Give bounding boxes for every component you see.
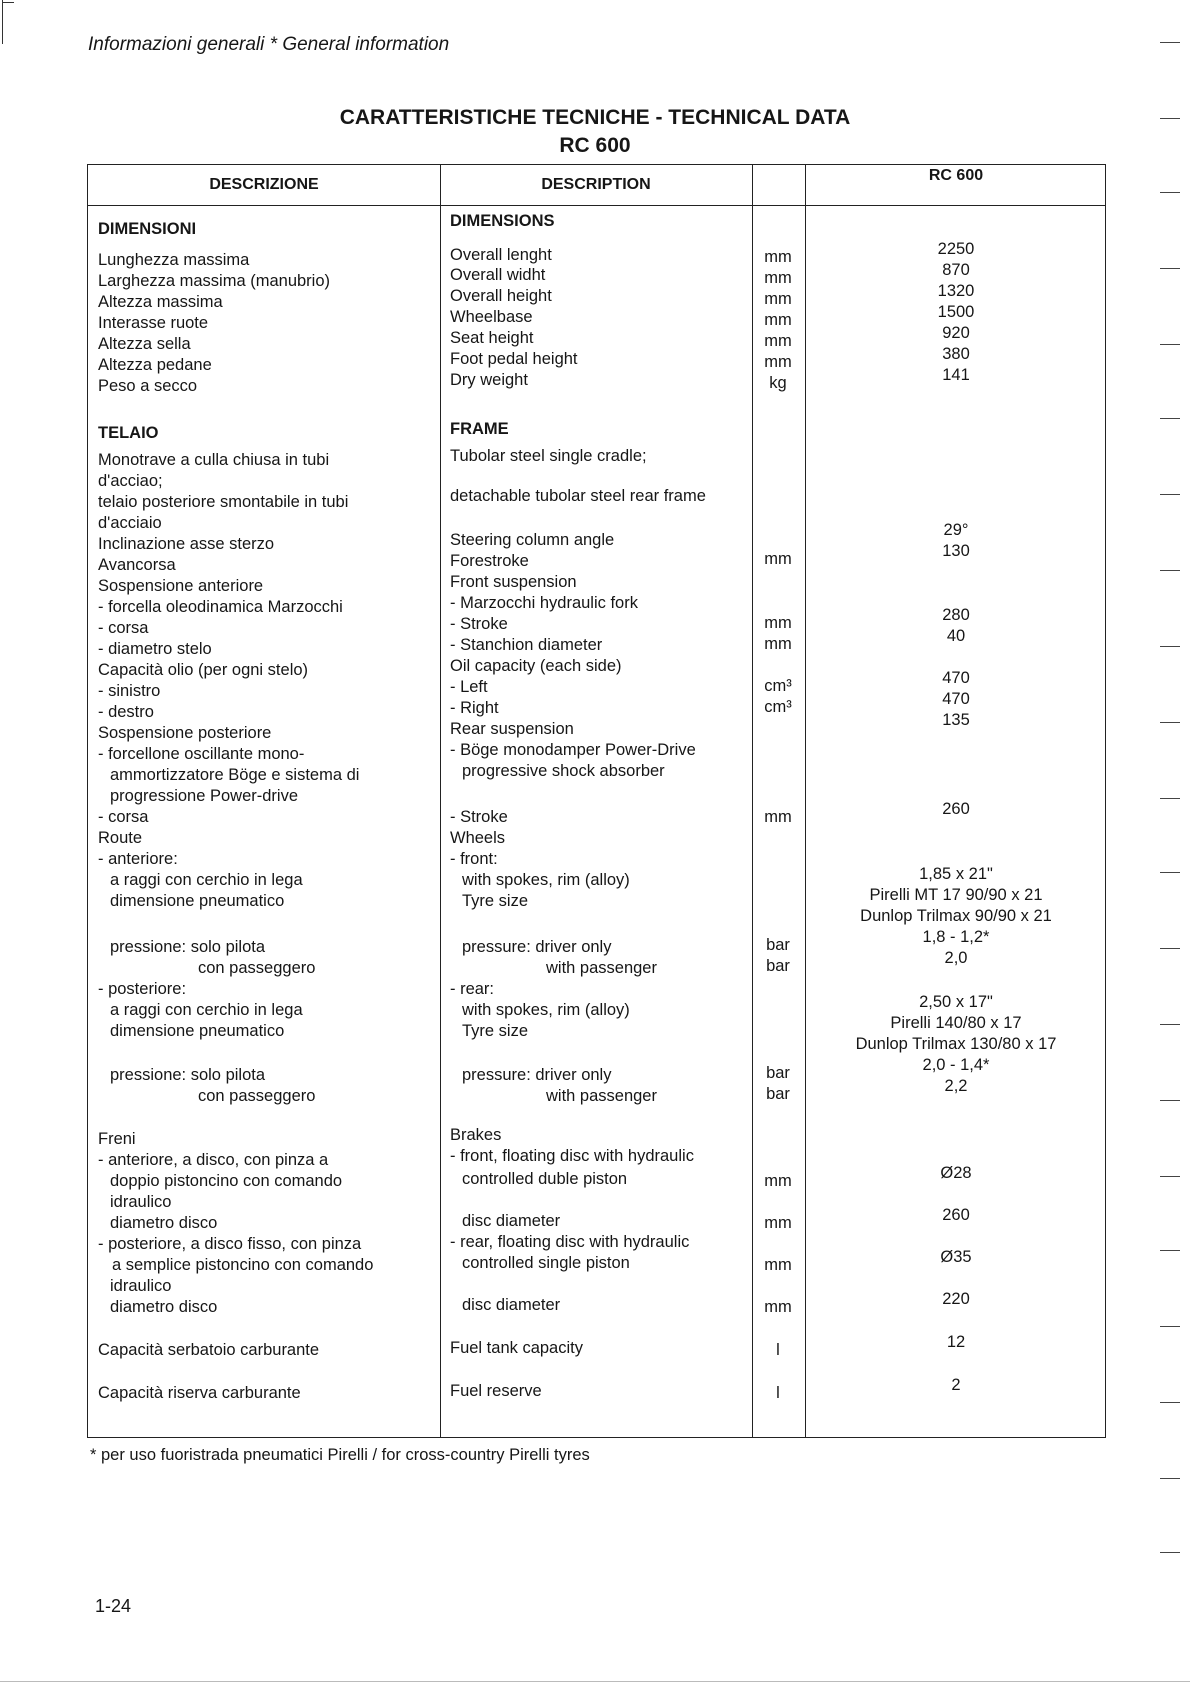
unit-cell: mm bbox=[764, 248, 792, 266]
page-number: 1-24 bbox=[95, 1596, 132, 1616]
value-cell: 2,0 bbox=[944, 949, 968, 967]
description-it: Inclinazione asse sterzo bbox=[98, 535, 275, 553]
description-it: ammortizzatore Böge e sistema di bbox=[110, 766, 360, 784]
unit-cell: bar bbox=[766, 957, 790, 975]
title-line-1: CARATTERISTICHE TECNICHE - TECHNICAL DATA bbox=[339, 106, 851, 129]
description-en: - front, floating disc with hydraulic bbox=[450, 1147, 694, 1165]
description-en: disc diameter bbox=[462, 1296, 561, 1314]
unit-cell: mm bbox=[764, 1172, 792, 1190]
description-en: with spokes, rim (alloy) bbox=[462, 871, 630, 889]
description-it: Lunghezza massima bbox=[98, 251, 250, 269]
value-cell: 1500 bbox=[937, 303, 975, 321]
description-it: Altezza pedane bbox=[98, 356, 212, 374]
description-it: Freni bbox=[98, 1130, 136, 1148]
unit-cell: mm bbox=[764, 1256, 792, 1274]
description-en: - Left bbox=[450, 678, 488, 696]
value-cell: Pirelli MT 17 90/90 x 21 bbox=[869, 886, 1043, 904]
description-en: Rear suspension bbox=[450, 720, 574, 738]
description-en: - front: bbox=[450, 850, 498, 868]
unit-cell: mm bbox=[764, 1214, 792, 1232]
value-cell: 2,2 bbox=[944, 1077, 968, 1095]
column-divider bbox=[752, 165, 753, 1437]
description-it: Capacità serbatoio carburante bbox=[98, 1341, 320, 1359]
value-cell: 380 bbox=[942, 345, 970, 363]
value-cell: 2,0 - 1,4* bbox=[922, 1056, 990, 1074]
unit-cell: mm bbox=[764, 311, 792, 329]
description-en: Overall height bbox=[450, 287, 552, 305]
column-header-description: DESCRIPTION bbox=[541, 176, 651, 193]
description-it: - posteriore: bbox=[98, 980, 187, 998]
description-it: idraulico bbox=[110, 1277, 172, 1295]
bottom-rule bbox=[0, 1681, 1190, 1682]
value-cell: 12 bbox=[946, 1333, 966, 1351]
description-it: Altezza sella bbox=[98, 335, 191, 353]
description-it: con passeggero bbox=[198, 1087, 316, 1105]
description-en: - Stroke bbox=[450, 615, 508, 633]
description-it: diametro disco bbox=[110, 1298, 218, 1316]
margin-tick bbox=[1160, 494, 1180, 495]
description-it: - corsa bbox=[98, 808, 149, 826]
description-it: d'acciaio bbox=[98, 514, 162, 532]
description-it: pressione: solo pilota bbox=[110, 1066, 266, 1084]
description-it: dimensione pneumatico bbox=[110, 1022, 285, 1040]
section-heading-it: DIMENSIONI bbox=[98, 220, 197, 238]
description-en: controlled single piston bbox=[462, 1254, 630, 1272]
description-it: d'acciao; bbox=[98, 472, 163, 490]
value-cell: 2,50 x 17" bbox=[919, 993, 993, 1011]
description-en: - Marzocchi hydraulic fork bbox=[450, 594, 638, 612]
description-it: progressione Power-drive bbox=[110, 787, 299, 805]
description-it: - forcella oleodinamica Marzocchi bbox=[98, 598, 343, 616]
description-it: Interasse ruote bbox=[98, 314, 209, 332]
description-en: with spokes, rim (alloy) bbox=[462, 1001, 630, 1019]
title-line-2: RC 600 bbox=[559, 134, 631, 157]
description-it: - anteriore: bbox=[98, 850, 178, 868]
unit-cell: cm³ bbox=[764, 677, 792, 695]
margin-tick bbox=[1160, 268, 1180, 269]
margin-tick bbox=[1160, 1250, 1180, 1251]
description-it: a raggi con cerchio in lega bbox=[110, 871, 303, 889]
description-en: Tyre size bbox=[462, 892, 529, 910]
description-en: Seat height bbox=[450, 329, 534, 347]
description-en: Fuel reserve bbox=[450, 1382, 542, 1400]
margin-tick bbox=[1160, 798, 1180, 799]
value-cell: 470 bbox=[942, 690, 970, 708]
section-heading-it: TELAIO bbox=[98, 424, 159, 442]
value-cell: Ø28 bbox=[940, 1164, 972, 1182]
description-en: - Stroke bbox=[450, 808, 508, 826]
value-cell: 141 bbox=[942, 366, 970, 384]
description-en: progressive shock absorber bbox=[462, 762, 665, 780]
value-cell: 470 bbox=[942, 669, 970, 687]
column-divider bbox=[440, 165, 441, 1437]
description-it: - diametro stelo bbox=[98, 640, 212, 658]
value-cell: 135 bbox=[942, 711, 970, 729]
description-it: Peso a secco bbox=[98, 377, 198, 395]
section-heading-en: DIMENSIONS bbox=[450, 212, 555, 230]
description-it: idraulico bbox=[110, 1193, 172, 1211]
unit-cell: bar bbox=[766, 936, 790, 954]
unit-cell: cm³ bbox=[764, 698, 792, 716]
description-en: - Right bbox=[450, 699, 499, 717]
description-it: - sinistro bbox=[98, 682, 161, 700]
description-en: - Böge monodamper Power-Drive bbox=[450, 741, 696, 759]
unit-cell: bar bbox=[766, 1064, 790, 1082]
description-en: Brakes bbox=[450, 1126, 502, 1144]
unit-cell: mm bbox=[764, 290, 792, 308]
margin-tick bbox=[1160, 872, 1180, 873]
unit-cell: kg bbox=[769, 374, 787, 392]
value-cell: 29° bbox=[943, 521, 969, 539]
description-en: Wheels bbox=[450, 829, 506, 847]
description-en: Overall lenght bbox=[450, 246, 552, 264]
unit-cell: mm bbox=[764, 808, 792, 826]
value-cell: 920 bbox=[942, 324, 970, 342]
section-heading-en: FRAME bbox=[450, 420, 509, 438]
value-cell: 870 bbox=[942, 261, 970, 279]
margin-tick bbox=[1160, 948, 1180, 949]
value-cell: 40 bbox=[946, 627, 966, 645]
value-cell: 260 bbox=[942, 800, 970, 818]
value-cell: 220 bbox=[942, 1290, 970, 1308]
unit-cell: mm bbox=[764, 635, 792, 653]
description-it: Sospensione posteriore bbox=[98, 724, 272, 742]
margin-tick bbox=[1160, 42, 1180, 43]
description-en: Tyre size bbox=[462, 1022, 529, 1040]
column-divider bbox=[805, 165, 806, 1437]
description-en: Overall widht bbox=[450, 266, 546, 284]
value-cell: Dunlop Trilmax 130/80 x 17 bbox=[855, 1035, 1057, 1053]
margin-tick bbox=[1160, 1024, 1180, 1025]
margin-tick bbox=[1160, 1478, 1180, 1479]
header-divider bbox=[88, 205, 1105, 206]
unit-cell: mm bbox=[764, 614, 792, 632]
crop-mark-horizontal bbox=[2, 2, 14, 3]
description-it: telaio posteriore smontabile in tubi bbox=[98, 493, 349, 511]
description-en: Front suspension bbox=[450, 573, 577, 591]
unit-cell: mm bbox=[764, 1298, 792, 1316]
description-en: - Stanchion diameter bbox=[450, 636, 603, 654]
unit-cell: mm bbox=[764, 353, 792, 371]
description-it: Altezza massima bbox=[98, 293, 223, 311]
value-cell: Pirelli 140/80 x 17 bbox=[890, 1014, 1022, 1032]
description-it: - destro bbox=[98, 703, 154, 721]
unit-cell: mm bbox=[764, 550, 792, 568]
running-header: Informazioni generali * General information bbox=[88, 34, 450, 55]
crop-mark-vertical bbox=[2, 0, 3, 44]
description-it: - posteriore, a disco fisso, con pinza bbox=[98, 1235, 362, 1253]
margin-tick bbox=[1160, 418, 1180, 419]
margin-tick bbox=[1160, 570, 1180, 571]
unit-cell: l bbox=[776, 1384, 780, 1402]
description-it: Capacità olio (per ogni stelo) bbox=[98, 661, 309, 679]
description-en: Wheelbase bbox=[450, 308, 533, 326]
description-en: Oil capacity (each side) bbox=[450, 657, 622, 675]
value-cell: Dunlop Trilmax 90/90 x 21 bbox=[860, 907, 1052, 925]
margin-tick bbox=[1160, 1176, 1180, 1177]
description-it: Avancorsa bbox=[98, 556, 176, 574]
description-en: - rear, floating disc with hydraulic bbox=[450, 1233, 690, 1251]
page-title bbox=[0, 104, 1190, 160]
technical-data-table bbox=[87, 164, 1106, 1438]
margin-tick bbox=[1160, 1552, 1180, 1553]
margin-tick bbox=[1160, 722, 1180, 723]
margin-tick bbox=[1160, 1326, 1180, 1327]
value-cell: Ø35 bbox=[940, 1248, 972, 1266]
description-en: - rear: bbox=[450, 980, 495, 998]
description-it: Larghezza massima (manubrio) bbox=[98, 272, 331, 290]
column-header-model: RC 600 bbox=[928, 167, 984, 184]
value-cell: 1,8 - 1,2* bbox=[922, 928, 990, 946]
value-cell: 2 bbox=[951, 1376, 961, 1394]
value-cell: 260 bbox=[942, 1206, 970, 1224]
description-it: a semplice pistoncino con comando bbox=[112, 1256, 374, 1274]
description-en: Foot pedal height bbox=[450, 350, 578, 368]
margin-tick bbox=[1160, 1100, 1180, 1101]
description-en: Steering column angle bbox=[450, 531, 615, 549]
description-it: - anteriore, a disco, con pinza a bbox=[98, 1151, 329, 1169]
description-en: with passenger bbox=[546, 1087, 657, 1105]
description-en: Fuel tank capacity bbox=[450, 1339, 583, 1357]
description-it: a raggi con cerchio in lega bbox=[110, 1001, 303, 1019]
column-header-descrizione: DESCRIZIONE bbox=[209, 176, 319, 193]
value-cell: 2250 bbox=[937, 240, 975, 258]
description-en: with passenger bbox=[546, 959, 657, 977]
description-en: disc diameter bbox=[462, 1212, 561, 1230]
margin-tick bbox=[1160, 118, 1180, 119]
description-it: Capacità riserva carburante bbox=[98, 1384, 301, 1402]
description-en: Tubolar steel single cradle; bbox=[450, 447, 647, 465]
margin-tick bbox=[1160, 646, 1180, 647]
description-en: controlled duble piston bbox=[462, 1170, 628, 1188]
description-it: con passeggero bbox=[198, 959, 316, 977]
description-it: Monotrave a culla chiusa in tubi bbox=[98, 451, 330, 469]
description-it: dimensione pneumatico bbox=[110, 892, 285, 910]
description-it: Route bbox=[98, 829, 143, 847]
value-cell: 1320 bbox=[937, 282, 975, 300]
margin-tick bbox=[1160, 192, 1180, 193]
description-en: Forestroke bbox=[450, 552, 529, 570]
value-cell: 280 bbox=[942, 606, 970, 624]
unit-cell: l bbox=[776, 1341, 780, 1359]
description-en: pressure: driver only bbox=[462, 1066, 612, 1084]
description-en: pressure: driver only bbox=[462, 938, 612, 956]
description-it: pressione: solo pilota bbox=[110, 938, 266, 956]
unit-cell: mm bbox=[764, 269, 792, 287]
margin-tick bbox=[1160, 344, 1180, 345]
description-it: - forcellone oscillante mono- bbox=[98, 745, 305, 763]
description-it: - corsa bbox=[98, 619, 149, 637]
value-cell: 1,85 x 21" bbox=[919, 865, 993, 883]
description-it: diametro disco bbox=[110, 1214, 218, 1232]
description-it: Sospensione anteriore bbox=[98, 577, 264, 595]
value-cell: 130 bbox=[942, 542, 970, 560]
description-en: detachable tubolar steel rear frame bbox=[450, 487, 706, 505]
unit-cell: bar bbox=[766, 1085, 790, 1103]
footnote: * per uso fuoristrada pneumatici Pirelli / for cross-country Pirelli tyres bbox=[90, 1446, 590, 1464]
description-it: doppio pistoncino con comando bbox=[110, 1172, 343, 1190]
margin-tick bbox=[1160, 1402, 1180, 1403]
description-en: Dry weight bbox=[450, 371, 528, 389]
unit-cell: mm bbox=[764, 332, 792, 350]
